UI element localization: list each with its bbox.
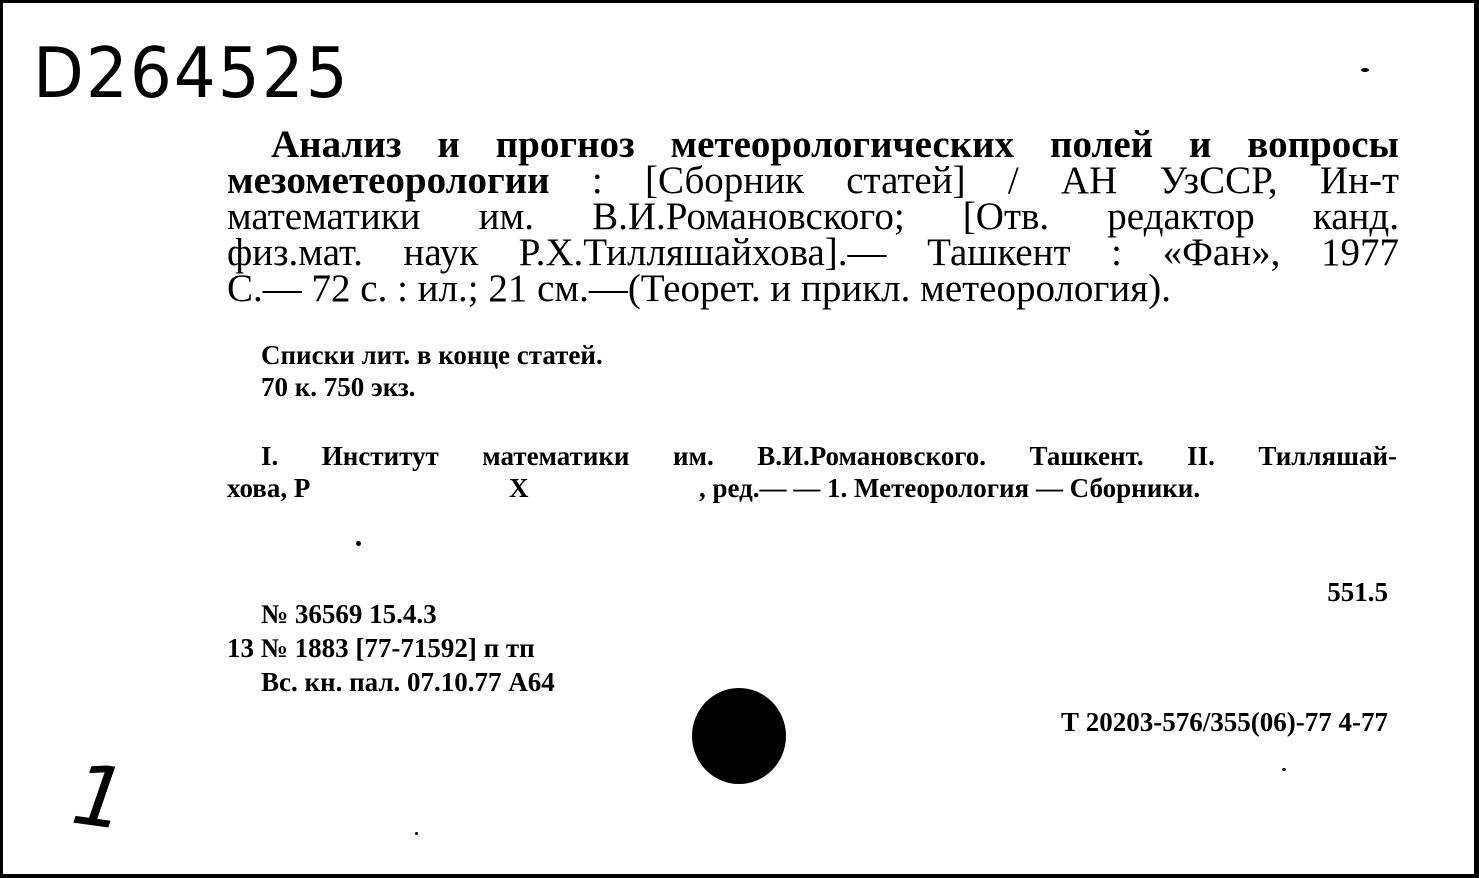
tracing-block bbox=[227, 440, 1397, 504]
bbk-code: Т 20203-576/355(06)-77 4-77 bbox=[1061, 707, 1388, 737]
title-line-5 bbox=[227, 267, 1399, 310]
tracing-editor-initial: Х bbox=[509, 473, 529, 503]
note-price-print-run: 70 к. 750 экз. bbox=[261, 372, 416, 402]
responsibility-text: математики им. В.И.Романовского; [Отв. редактор канд. bbox=[227, 195, 1399, 238]
title-line-2 bbox=[227, 159, 1399, 202]
notes-block bbox=[261, 339, 603, 403]
udc-code: 551.5 bbox=[1327, 577, 1388, 607]
title-line-1 bbox=[227, 123, 1399, 166]
dust-speck bbox=[415, 832, 418, 835]
imprint-text: физ.мат. наук Р.Х.Тилляшайхова].— Ташкент : «Фан», 1977 bbox=[227, 231, 1399, 274]
dust-speck bbox=[1361, 68, 1369, 72]
registration-codes bbox=[227, 597, 555, 699]
code-line-3: Вс. кн. пал. 07.10.77 А64 bbox=[261, 667, 555, 697]
bibliographic-description bbox=[227, 123, 1399, 310]
tracing-line-1: I. Институт математики им. В.И.Романовского. Ташкент. II. Тилляшай- bbox=[261, 441, 1397, 471]
tracing-line-2 bbox=[227, 472, 1397, 504]
title-line-4 bbox=[227, 231, 1399, 274]
title-line-3 bbox=[227, 195, 1399, 238]
dust-speck bbox=[1282, 768, 1286, 771]
title-bold-part: мезометеорологии bbox=[227, 159, 550, 202]
tracing-subject: , ред.— — 1. Метеорология — Сборники. bbox=[699, 473, 1201, 503]
code-line-1: № 36569 15.4.3 bbox=[261, 599, 437, 629]
handwritten-call-number: D264525 bbox=[33, 33, 350, 114]
punch-hole bbox=[692, 688, 786, 784]
title-bold-part: Анализ и прогноз метеорологических полей и вопросы bbox=[271, 123, 1399, 166]
handwritten-mark: 1 bbox=[66, 744, 134, 850]
note-bibliography: Списки лит. в конце статей. bbox=[261, 340, 603, 370]
physical-description: С.— 72 с. : ил.; 21 см.—(Теорет. и прикл. метеорология). bbox=[227, 267, 1171, 310]
code-line-2: 13 № 1883 [77-71592] п тп bbox=[227, 633, 535, 663]
tracing-editor-surname: хова, Р bbox=[227, 473, 311, 503]
title-rest-part: : [Сборник статей] / АН УзССР, Ин-т bbox=[549, 159, 1399, 202]
dust-speck bbox=[356, 541, 361, 546]
